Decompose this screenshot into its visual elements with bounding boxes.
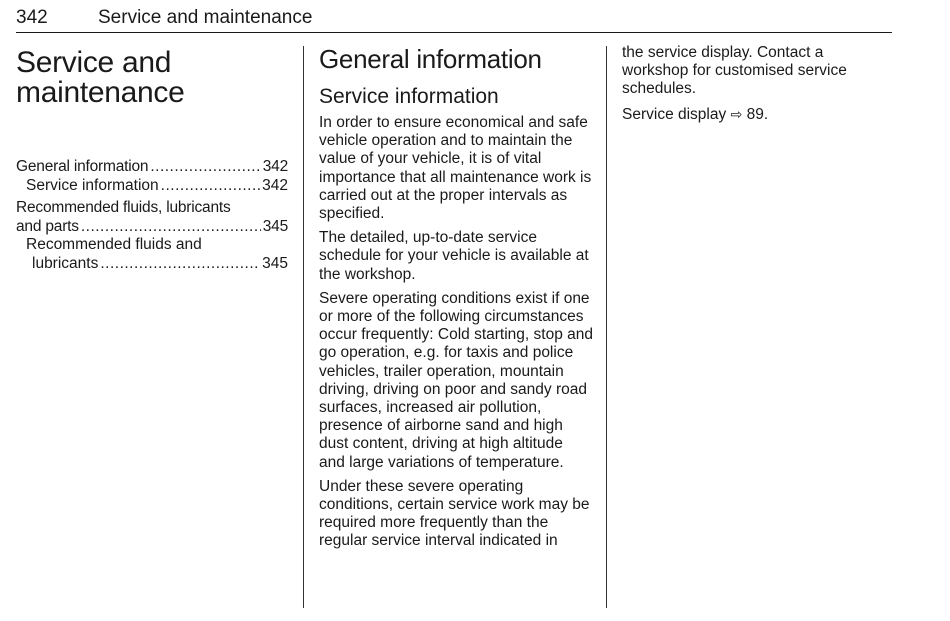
chapter-title: Service and maintenance <box>16 46 185 109</box>
toc-page: 342 <box>262 158 288 175</box>
table-of-contents <box>16 158 288 273</box>
toc-page: 345 <box>262 254 288 272</box>
toc-entry-recommended-fluids-lubricants-parts[interactable]: Recommended fluids, lubricants and parts ..... 345 <box>16 199 288 236</box>
cross-reference-label: Service display <box>622 105 727 123</box>
toc-entry-recommended-fluids-lubricants[interactable]: Recommended fluids and lubricants ..... 345 <box>16 236 288 273</box>
paragraph: The detailed, up-to-date service schedule for your vehicle is available at the workshop. <box>319 229 589 283</box>
toc-entry-service-information[interactable]: Service information ..... 342 <box>16 177 288 196</box>
column-toc <box>16 44 288 273</box>
column-main <box>319 44 593 557</box>
paragraph: In order to ensure economical and safe vehicle operation and to maintain the value of your vehicle, it is of vital importance that all maintenance work is carried out at the proper intervals as specified. <box>319 114 592 223</box>
paragraph: Severe operating conditions exist if one or more of the following circumstances occur frequently: Cold starting, stop and go operation, e.g. for taxis and police vehicles, trailer operation, mountain driving, driving on poor and sandy road surfaces, increased air pollution, presence of airborne sand and high dust content, driving at high altitude and large variations of temperature. <box>319 289 593 471</box>
subsection-title: Service information <box>319 85 499 108</box>
page-header <box>16 6 892 33</box>
running-title: Service and maintenance <box>98 7 313 28</box>
column-divider <box>606 46 607 608</box>
section-title: General information <box>319 44 542 74</box>
toc-page: 342 <box>262 176 288 194</box>
toc-page: 345 <box>262 217 288 235</box>
toc-leader-dots <box>150 158 260 177</box>
toc-leader-dots <box>81 218 261 237</box>
toc-entry-general-information[interactable]: General information ..... 342 <box>16 158 288 177</box>
arrow-right-icon: ⇨ <box>730 105 743 122</box>
column-continuation <box>622 44 884 130</box>
cross-reference[interactable] <box>622 105 884 124</box>
cross-reference-page[interactable]: 89. <box>746 105 769 123</box>
column-divider <box>303 46 304 608</box>
toc-leader-dots <box>161 177 260 196</box>
page-number: 342 <box>16 7 48 28</box>
paragraph: the service display. Contact a workshop for customised service schedules. <box>622 44 847 98</box>
paragraph: Under these severe operating conditions, certain service work may be required more frequently than the regular service interval indicated in <box>319 477 590 550</box>
toc-leader-dots <box>100 255 260 274</box>
